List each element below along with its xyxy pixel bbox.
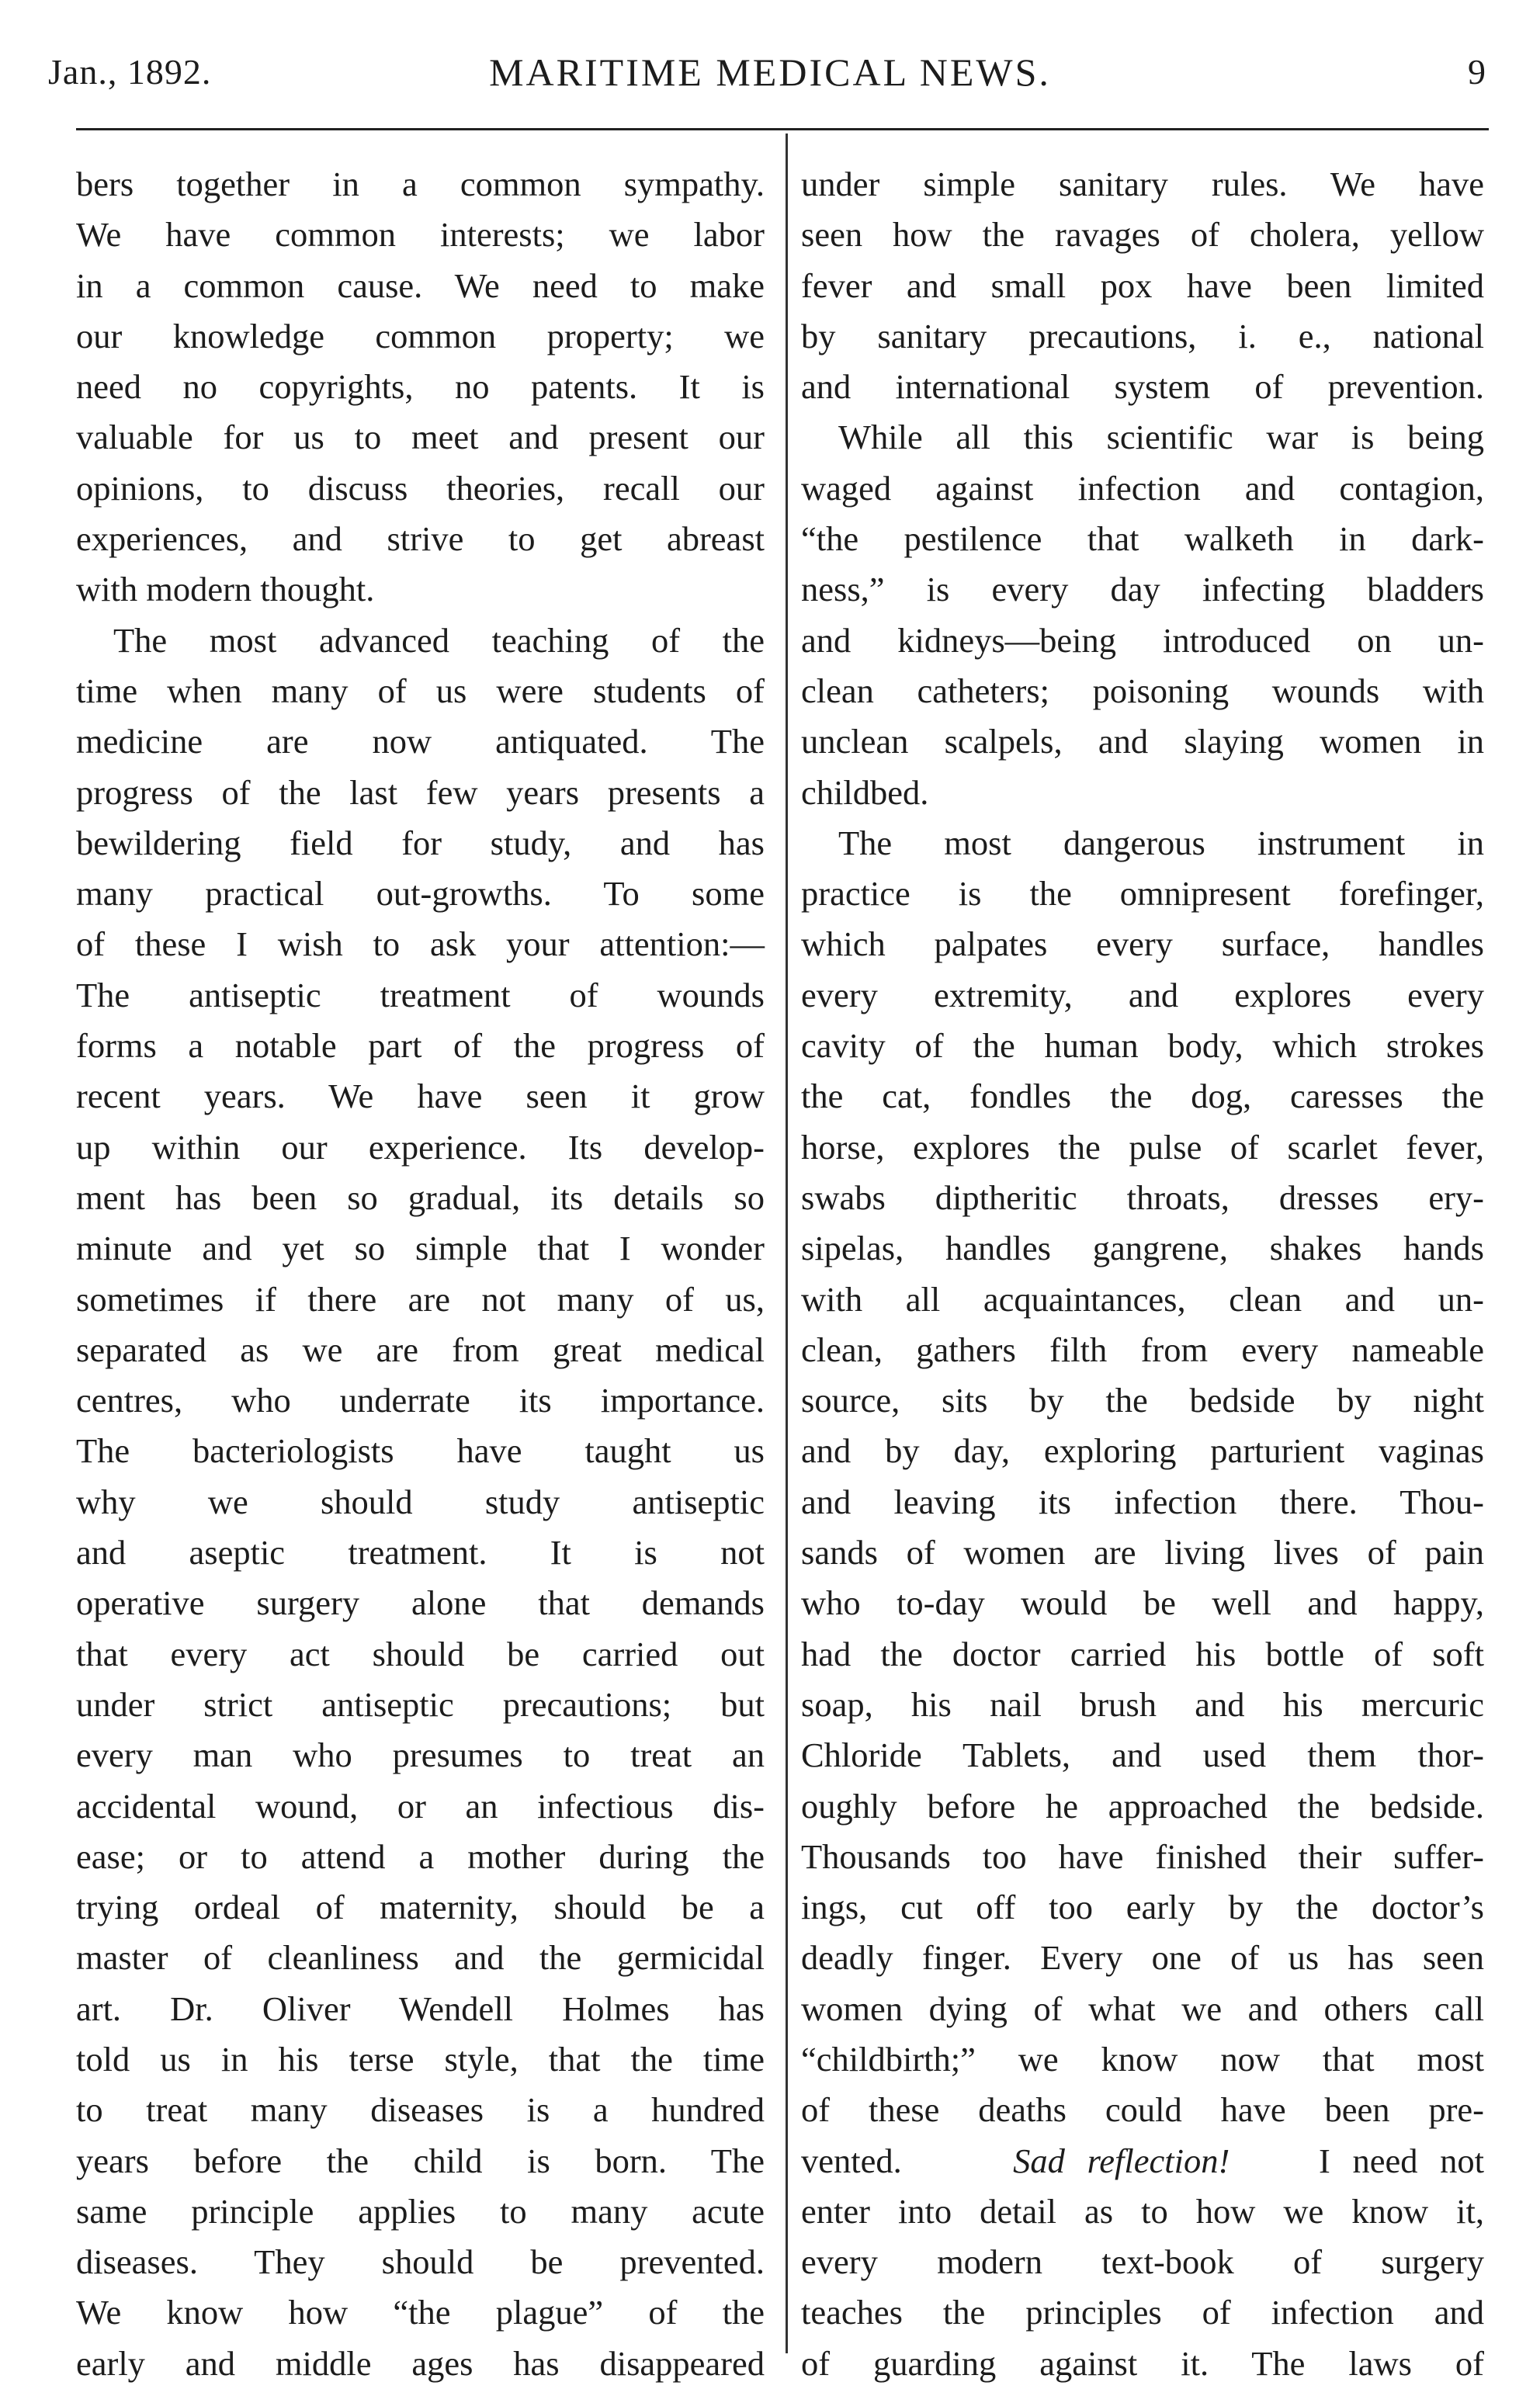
paragraph-start: The most dangerous instrument in [838, 823, 1484, 862]
text-line: swabs diptheritic throats, dresses ery- [801, 1177, 1484, 1217]
text-line: many practical out-growths. To some [76, 874, 765, 914]
text-line: The bacteriologists have taught us [76, 1431, 765, 1471]
text-line: told us in his terse style, that the time [76, 2039, 765, 2079]
text-line: operative surgery alone that demands [76, 1583, 765, 1623]
header-rule [76, 128, 1489, 130]
text-line: in a common cause. We need to make [76, 265, 765, 305]
text-line: with all acquaintances, clean and un- [801, 1279, 1484, 1319]
text-line: practice is the omnipresent forefinger, [801, 874, 1484, 914]
text-run: vented. [801, 2141, 902, 2180]
text-line: had the doctor carried his bottle of soft [801, 1634, 1484, 1673]
text-line: recent years. We have seen it grow [76, 1077, 765, 1116]
text-line: every man who presumes to treat an [76, 1736, 765, 1775]
text-line: years before the child is born. The [76, 2141, 765, 2180]
left-column [76, 159, 765, 2389]
text-line: early and middle ages has disappeared [76, 2343, 765, 2383]
text-line: clean, gathers filth from every nameable [801, 1330, 1484, 1369]
text-line: master of cleanliness and the germicidal [76, 1938, 765, 1978]
text-line: and international system of prevention. [801, 367, 1484, 407]
page-header [0, 0, 1540, 136]
italic-phrase: Sad reflection! [1013, 2141, 1230, 2180]
text-line: Thousands too have finished their suffer- [801, 1836, 1484, 1876]
text-line: and kidneys—being introduced on un- [801, 620, 1484, 660]
text-line: every extremity, and explores every [801, 975, 1484, 1014]
paragraph-start: The most advanced teaching of the [113, 620, 765, 660]
text-line: under strict antiseptic precautions; but [76, 1684, 765, 1724]
text-line: ment has been so gradual, its details so [76, 1177, 765, 1217]
text-line-mixed [801, 2136, 1484, 2186]
text-line: The antiseptic treatment of wounds [76, 975, 765, 1014]
right-column [801, 159, 1484, 2389]
text-line: Chloride Tablets, and used them thor- [801, 1736, 1484, 1775]
text-line: trying ordeal of maternity, should be a [76, 1888, 765, 1927]
text-line: seen how the ravages of cholera, yellow [801, 215, 1484, 255]
text-line: up within our experience. Its develop- [76, 1127, 765, 1167]
text-line: clean catheters; poisoning wounds with [801, 671, 1484, 710]
text-line: of these deaths could have been pre- [801, 2090, 1484, 2130]
text-line: teaches the principles of infection and [801, 2293, 1484, 2332]
text-line: and by day, exploring parturient vaginas [801, 1431, 1484, 1471]
text-line: medicine are now antiquated. The [76, 722, 765, 761]
text-line: ings, cut off too early by the doctor’s [801, 1888, 1484, 1927]
text-line: every modern text-book of surgery [801, 2242, 1484, 2282]
text-line: and leaving its infection there. Thou- [801, 1482, 1484, 1521]
text-line: “childbirth;” we know now that most [801, 2039, 1484, 2079]
text-line: who to-day would be well and happy, [801, 1583, 1484, 1623]
text-line: childbed. [801, 772, 929, 812]
text-line: art. Dr. Oliver Wendell Holmes has [76, 1989, 765, 2028]
text-line: under simple sanitary rules. We have [801, 165, 1484, 203]
text-line: by sanitary precautions, i. e., national [801, 316, 1484, 355]
text-line: fever and small pox have been limited [801, 265, 1484, 305]
text-line: separated as we are from great medical [76, 1330, 765, 1369]
text-line: forms a notable part of the progress of [76, 1026, 765, 1066]
journal-title: MARITIME MEDICAL NEWS. [489, 50, 1051, 94]
text-line: horse, explores the pulse of scarlet fever, [801, 1127, 1484, 1167]
text-line: and aseptic treatment. It is not [76, 1533, 765, 1573]
text-line: experiences, and strive to get abreast [76, 519, 765, 559]
text-line: of these I wish to ask your attention:— [76, 924, 765, 964]
text-line: which palpates every surface, handles [801, 924, 1484, 964]
text-line: We know how “the plague” of the [76, 2293, 765, 2332]
text-line: waged against infection and contagion, [801, 468, 1484, 508]
text-run: I need not [1318, 2141, 1485, 2180]
text-line: unclean scalpels, and slaying women in [801, 722, 1484, 761]
text-line: need no copyrights, no patents. It is [76, 367, 765, 407]
text-line: that every act should be carried out [76, 1634, 765, 1673]
text-line: to treat many diseases is a hundred [76, 2090, 765, 2130]
text-line: oughly before he approached the bedside. [801, 1786, 1484, 1826]
text-line: the cat, fondles the dog, caresses the [801, 1077, 1484, 1116]
text-line: of guarding against it. The laws of [801, 2343, 1484, 2383]
text-line: sometimes if there are not many of us, [76, 1279, 765, 1319]
text-line: with modern thought. [76, 570, 375, 609]
text-line: We have common interests; we labor [76, 215, 765, 255]
text-line: women dying of what we and others call [801, 1989, 1484, 2028]
text-line: centres, who underrate its importance. [76, 1381, 765, 1420]
text-line: our knowledge common property; we [76, 316, 765, 355]
text-line: diseases. They should be prevented. [76, 2242, 765, 2282]
text-line: ness,” is every day infecting bladders [801, 570, 1484, 609]
text-line: bers together in a common sympathy. [76, 165, 765, 203]
text-line: sands of women are living lives of pain [801, 1533, 1484, 1573]
text-line: accidental wound, or an infectious dis- [76, 1786, 765, 1826]
issue-date: Jan., 1892. [48, 52, 212, 92]
text-line: “the pestilence that walketh in dark- [801, 519, 1484, 559]
text-line: valuable for us to meet and present our [76, 418, 765, 457]
text-line: same principle applies to many acute [76, 2191, 765, 2231]
text-line: why we should study antiseptic [76, 1482, 765, 1521]
text-line: soap, his nail brush and his mercuric [801, 1684, 1484, 1724]
text-line: sipelas, handles gangrene, shakes hands [801, 1229, 1484, 1268]
page-number: 9 [1468, 52, 1486, 92]
text-line: cavity of the human body, which strokes [801, 1026, 1484, 1066]
text-line: bewildering field for study, and has [76, 823, 765, 862]
text-line: minute and yet so simple that I wonder [76, 1229, 765, 1268]
text-line: ease; or to attend a mother during the [76, 1836, 765, 1876]
text-line: source, sits by the bedside by night [801, 1381, 1484, 1420]
text-line: opinions, to discuss theories, recall our [76, 468, 765, 508]
column-divider [786, 134, 788, 2353]
text-line: progress of the last few years presents a [76, 772, 765, 812]
text-line: deadly finger. Every one of us has seen [801, 1938, 1484, 1978]
text-line: time when many of us were students of [76, 671, 765, 710]
paragraph-start: While all this scientific war is being [838, 418, 1484, 457]
text-line: enter into detail as to how we know it, [801, 2191, 1484, 2231]
